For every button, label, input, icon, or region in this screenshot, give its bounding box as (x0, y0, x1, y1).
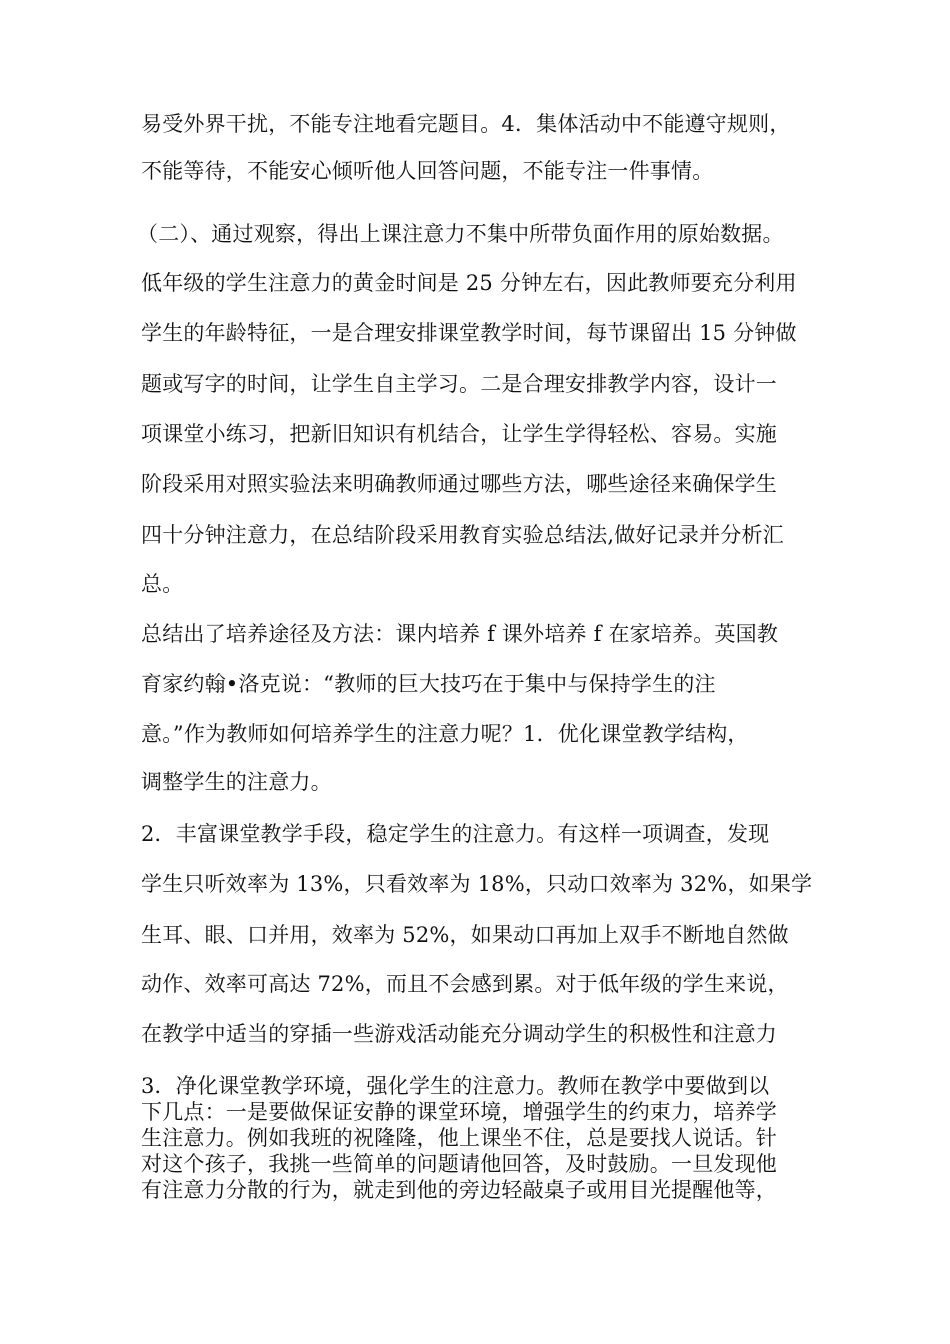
text-line: 低年级的学生注意力的黄金时间是 25 分钟左右，因此教师要充分利用 (141, 271, 797, 295)
text-line: 3．净化课堂教学环境，强化学生的注意力。教师在教学中要做到以 (141, 1074, 770, 1098)
text-line: 四十分钟注意力，在总结阶段采用教育实验总结法,做好记录并分析汇 (141, 523, 784, 547)
text-line: 2．丰富课堂教学手段，稳定学生的注意力。有这样一项调查，发现 (141, 822, 770, 846)
text-line: 学生只听效率为 13%，只看效率为 18%，只动口效率为 32%，如果学 (141, 872, 813, 896)
text-line: 题或写字的时间，让学生自主学习。二是合理安排教学内容，设计一 (141, 372, 777, 396)
text-line: 总。 (141, 572, 184, 596)
text-line: 意。”作为教师如何培养学生的注意力呢？1．优化课堂教学结构， (141, 722, 749, 746)
text-line: 总结出了培养途径及方法：课内培养 f 课外培养 f 在家培养。英国教 (141, 622, 779, 646)
text-line: 生注意力。例如我班的祝隆隆，他上课坐不住，总是要找人说话。针 (141, 1126, 777, 1150)
text-line: 调整学生的注意力。 (141, 770, 332, 794)
text-line: 不能等待，不能安心倾听他人回答问题，不能专注一件事情。 (141, 159, 714, 183)
text-line: 学生的年龄特征，一是合理安排课堂教学时间，每节课留出 15 分钟做 (141, 321, 797, 345)
text-line: 有注意力分散的行为，就走到他的旁边轻敲桌子或用目光提醒他等， (141, 1178, 777, 1202)
text-line: 动作、效率可高达 72%，而且不会感到累。对于低年级的学生来说， (141, 972, 789, 996)
text-line: 生耳、眼、口并用，效率为 52%，如果动口再加上双手不断地自然做 (141, 923, 789, 947)
text-line: 项课堂小练习，把新旧知识有机结合，让学生学得轻松、容易。实施 (141, 422, 777, 446)
text-line: 对这个孩子，我挑一些简单的问题请他回答，及时鼓励。一旦发现他 (141, 1152, 777, 1176)
text-line: 下几点：一是要做保证安静的课堂环境，增强学生的约束力，培养学 (141, 1100, 777, 1124)
text-line: 在教学中适当的穿插一些游戏活动能充分调动学生的积极性和注意力 (141, 1022, 777, 1046)
text-line: （二）、通过观察，得出上课注意力不集中所带负面作用的原始数据。 (137, 222, 784, 246)
text-line: 育家约翰•洛克说：“教师的巨大技巧在于集中与保持学生的注 (141, 672, 716, 696)
text-line: 阶段采用对照实验法来明确教师通过哪些方法，哪些途径来确保学生 (141, 472, 777, 496)
text-line: 易受外界干扰，不能专注地看完题目。4．集体活动中不能遵守规则， (141, 112, 791, 136)
